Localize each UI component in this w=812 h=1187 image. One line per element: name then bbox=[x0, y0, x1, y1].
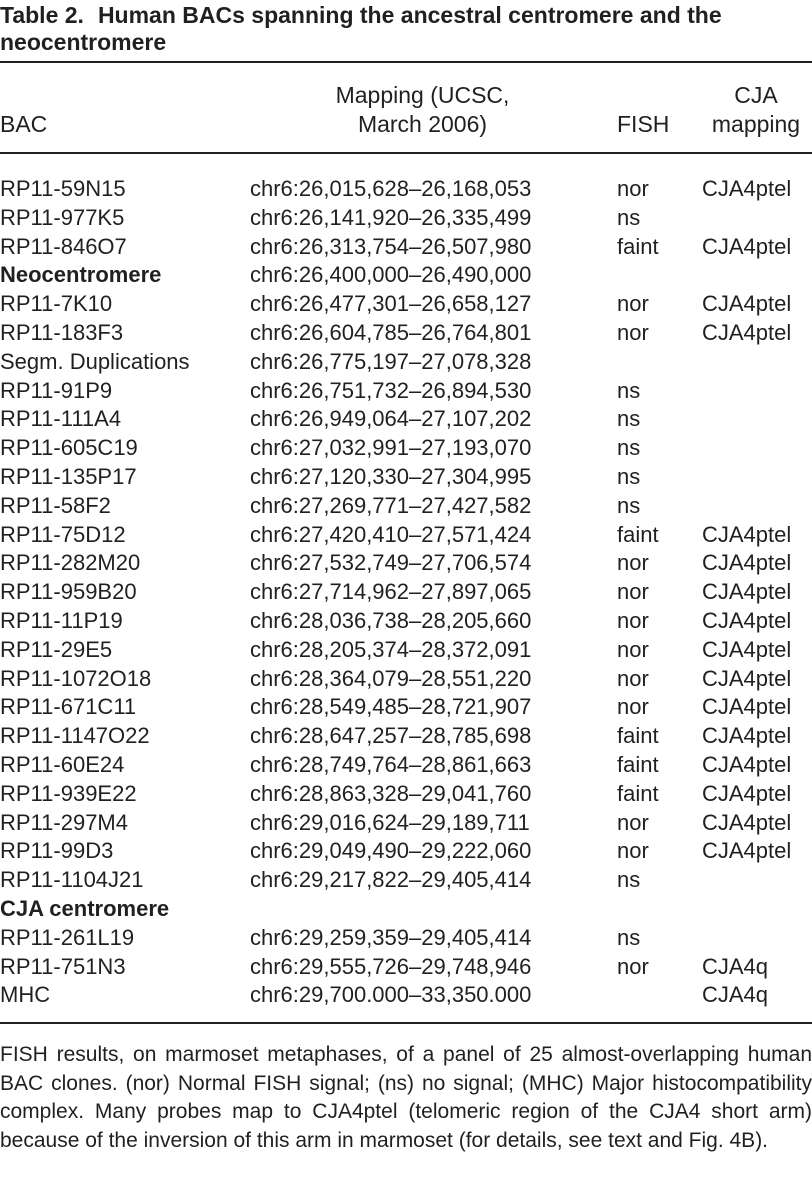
cell-bac: RP11-111A4 bbox=[0, 406, 122, 432]
cell-fish: faint bbox=[617, 233, 659, 259]
cell-fish: faint bbox=[617, 521, 659, 547]
cell-cja-mapping: CJA4ptel bbox=[702, 579, 792, 605]
cell-bac: RP11-297M4 bbox=[0, 809, 128, 835]
cell-bac: RP11-75D12 bbox=[0, 521, 126, 547]
cell-bac: RP11-605C19 bbox=[0, 435, 138, 461]
cell-fish: nor bbox=[617, 694, 649, 720]
cell-mapping: chr6:28,205,374–28,372,091 bbox=[250, 636, 532, 662]
cell-fish: nor bbox=[617, 953, 649, 979]
cell-cja-mapping: CJA4ptel bbox=[702, 636, 792, 662]
cell-fish: nor bbox=[617, 665, 649, 691]
cell-fish: nor bbox=[617, 176, 649, 201]
table-footnote: FISH results, on marmoset metaphases, of a panel of 25 almost-overlapping human BAC clones. (nor) Normal FISH signal; (ns) no signal; (MHC) Major histocompatibility complex. Many probes map to CJA4ptel (telomeric region of the CJA4 short arm) because of the inversion of this arm in marmoset (for details, see text and Fig. 4B). bbox=[0, 1043, 812, 1152]
cell-cja-mapping: CJA4ptel bbox=[702, 291, 792, 317]
table-row bbox=[0, 405, 812, 434]
table-body bbox=[0, 175, 812, 1010]
header-rule bbox=[0, 152, 812, 154]
cell-mapping: chr6:29,700.000–33,350.000 bbox=[250, 982, 532, 1008]
cell-bac: CJA centromere bbox=[0, 895, 170, 921]
table-row bbox=[0, 492, 812, 521]
cell-mapping: chr6:26,015,628–26,168,053 bbox=[250, 176, 532, 201]
cell-fish: nor bbox=[617, 579, 649, 605]
cell-bac: RP11-11P19 bbox=[0, 607, 123, 633]
cell-cja-mapping: CJA4q bbox=[702, 953, 769, 979]
table-row bbox=[0, 578, 812, 607]
cell-mapping: chr6:26,477,301–26,658,127 bbox=[250, 291, 532, 317]
cell-bac: RP11-60E24 bbox=[0, 751, 125, 777]
cell-mapping: chr6:27,269,771–27,427,582 bbox=[250, 492, 532, 518]
cell-fish: ns bbox=[617, 377, 641, 403]
cell-fish: ns bbox=[617, 867, 641, 893]
bottom-rule bbox=[0, 1022, 812, 1024]
table-row bbox=[0, 751, 812, 780]
table-row bbox=[0, 233, 812, 262]
header-cja-line2: mapping bbox=[711, 111, 801, 137]
cell-bac: Neocentromere bbox=[0, 262, 162, 288]
cell-bac: RP11-846O7 bbox=[0, 233, 127, 259]
table-row bbox=[0, 607, 812, 636]
table-row bbox=[0, 175, 812, 204]
cell-mapping: chr6:26,775,197–27,078,328 bbox=[250, 348, 532, 374]
cell-cja-mapping: CJA4ptel bbox=[702, 176, 792, 201]
cell-fish: faint bbox=[617, 751, 659, 777]
table-row bbox=[0, 981, 812, 1010]
cell-fish: ns bbox=[617, 406, 641, 432]
cell-mapping: chr6:26,313,754–26,507,980 bbox=[250, 233, 532, 259]
table-row bbox=[0, 377, 812, 406]
cell-fish: faint bbox=[617, 780, 659, 806]
cell-mapping: chr6:27,420,410–27,571,424 bbox=[250, 521, 532, 547]
cell-bac: RP11-99D3 bbox=[0, 838, 114, 864]
table-row bbox=[0, 290, 812, 319]
cell-fish: nor bbox=[617, 291, 649, 317]
table-row bbox=[0, 866, 812, 895]
table-row bbox=[0, 204, 812, 233]
table-row bbox=[0, 665, 812, 694]
header-fish: FISH bbox=[617, 111, 670, 137]
cell-cja-mapping: CJA4q bbox=[702, 982, 769, 1008]
table-row bbox=[0, 261, 812, 290]
table-row bbox=[0, 348, 812, 377]
cell-fish: nor bbox=[617, 550, 649, 576]
header-cja-mapping bbox=[700, 81, 812, 139]
cell-cja-mapping: CJA4ptel bbox=[702, 780, 792, 806]
cell-cja-mapping: CJA4ptel bbox=[702, 838, 792, 864]
cell-fish: ns bbox=[617, 463, 641, 489]
table-row bbox=[0, 953, 812, 982]
cell-bac: RP11-59N15 bbox=[0, 176, 126, 201]
header-mapping bbox=[250, 81, 595, 139]
cell-mapping: chr6:29,016,624–29,189,711 bbox=[250, 809, 530, 835]
cell-mapping: chr6:28,749,764–28,861,663 bbox=[250, 751, 532, 777]
cell-fish: ns bbox=[617, 435, 641, 461]
cell-bac: RP11-29E5 bbox=[0, 636, 113, 662]
table-row bbox=[0, 837, 812, 866]
cell-cja-mapping: CJA4ptel bbox=[702, 809, 792, 835]
cell-cja-mapping: CJA4ptel bbox=[702, 751, 792, 777]
cell-mapping: chr6:28,549,485–28,721,907 bbox=[250, 694, 532, 720]
cell-fish: nor bbox=[617, 809, 649, 835]
cell-mapping: chr6:28,863,328–29,041,760 bbox=[250, 780, 532, 806]
cell-mapping: chr6:26,949,064–27,107,202 bbox=[250, 406, 532, 432]
cell-bac: RP11-58F2 bbox=[0, 492, 111, 518]
table-row bbox=[0, 549, 812, 578]
cell-cja-mapping: CJA4ptel bbox=[702, 665, 792, 691]
cell-bac: RP11-1147O22 bbox=[0, 723, 150, 749]
cell-fish: ns bbox=[617, 204, 641, 230]
cell-mapping: chr6:28,364,079–28,551,220 bbox=[250, 665, 532, 691]
cell-mapping: chr6:29,259,359–29,405,414 bbox=[250, 924, 532, 950]
cell-mapping: chr6:28,036,738–28,205,660 bbox=[250, 607, 532, 633]
cell-bac: RP11-7K10 bbox=[0, 291, 113, 317]
cell-mapping: chr6:29,217,822–29,405,414 bbox=[250, 867, 532, 893]
cell-bac: Segm. Duplications bbox=[0, 348, 190, 374]
cell-bac: RP11-671C11 bbox=[0, 694, 137, 720]
cell-bac: RP11-91P9 bbox=[0, 377, 113, 403]
cell-mapping: chr6:28,647,257–28,785,698 bbox=[250, 723, 532, 749]
table-label: Table 2. bbox=[0, 2, 84, 28]
cell-fish: ns bbox=[617, 924, 641, 950]
cell-mapping: chr6:27,032,991–27,193,070 bbox=[250, 435, 532, 461]
cell-cja-mapping: CJA4ptel bbox=[702, 521, 792, 547]
cell-cja-mapping: CJA4ptel bbox=[702, 319, 792, 345]
cell-mapping: chr6:27,714,962–27,897,065 bbox=[250, 579, 532, 605]
table-row bbox=[0, 434, 812, 463]
table-row bbox=[0, 780, 812, 809]
table-row bbox=[0, 895, 812, 924]
cell-bac: RP11-977K5 bbox=[0, 204, 125, 230]
cell-cja-mapping: CJA4ptel bbox=[702, 233, 792, 259]
table-row bbox=[0, 722, 812, 751]
cell-bac: RP11-282M20 bbox=[0, 550, 141, 576]
cell-mapping: chr6:27,120,330–27,304,995 bbox=[250, 463, 532, 489]
cell-cja-mapping: CJA4ptel bbox=[702, 694, 792, 720]
cell-fish: nor bbox=[617, 838, 649, 864]
header-cja-line1: CJA bbox=[734, 82, 778, 108]
table-row bbox=[0, 693, 812, 722]
cell-mapping: chr6:26,604,785–26,764,801 bbox=[250, 319, 532, 345]
cell-mapping: chr6:29,555,726–29,748,946 bbox=[250, 953, 532, 979]
cell-bac: RP11-1072O18 bbox=[0, 665, 152, 691]
cell-fish: nor bbox=[617, 319, 649, 345]
cell-fish: faint bbox=[617, 723, 659, 749]
cell-mapping: chr6:26,141,920–26,335,499 bbox=[250, 204, 532, 230]
cell-fish: nor bbox=[617, 607, 649, 633]
cell-mapping: chr6:26,400,000–26,490,000 bbox=[250, 262, 532, 288]
table-row bbox=[0, 463, 812, 492]
table-row bbox=[0, 636, 812, 665]
table-title: Human BACs spanning the ancestral centromere and the neocentromere bbox=[0, 2, 722, 55]
cell-cja-mapping: CJA4ptel bbox=[702, 723, 792, 749]
table-row bbox=[0, 319, 812, 348]
cell-bac: RP11-751N3 bbox=[0, 953, 126, 979]
cell-bac: RP11-135P17 bbox=[0, 463, 137, 489]
cell-bac: RP11-939E22 bbox=[0, 780, 137, 806]
table-row bbox=[0, 521, 812, 550]
cell-bac: RP11-183F3 bbox=[0, 319, 124, 345]
cell-bac: MHC bbox=[0, 982, 51, 1008]
cell-fish: ns bbox=[617, 492, 641, 518]
cell-mapping: chr6:27,532,749–27,706,574 bbox=[250, 550, 532, 576]
table-row bbox=[0, 924, 812, 953]
top-rule bbox=[0, 61, 812, 63]
cell-cja-mapping: CJA4ptel bbox=[702, 550, 792, 576]
cell-bac: RP11-1104J21 bbox=[0, 867, 144, 893]
header-bac: BAC bbox=[0, 111, 48, 137]
cell-mapping: chr6:29,049,490–29,222,060 bbox=[250, 838, 532, 864]
cell-cja-mapping: CJA4ptel bbox=[702, 607, 792, 633]
cell-mapping: chr6:26,751,732–26,894,530 bbox=[250, 377, 532, 403]
cell-bac: RP11-261L19 bbox=[0, 924, 135, 950]
table-row bbox=[0, 809, 812, 838]
cell-fish: nor bbox=[617, 636, 649, 662]
table-caption bbox=[0, 2, 800, 56]
header-mapping-line2: March 2006) bbox=[357, 111, 488, 137]
cell-bac: RP11-959B20 bbox=[0, 579, 137, 605]
header-mapping-line1: Mapping (UCSC, bbox=[335, 82, 510, 108]
